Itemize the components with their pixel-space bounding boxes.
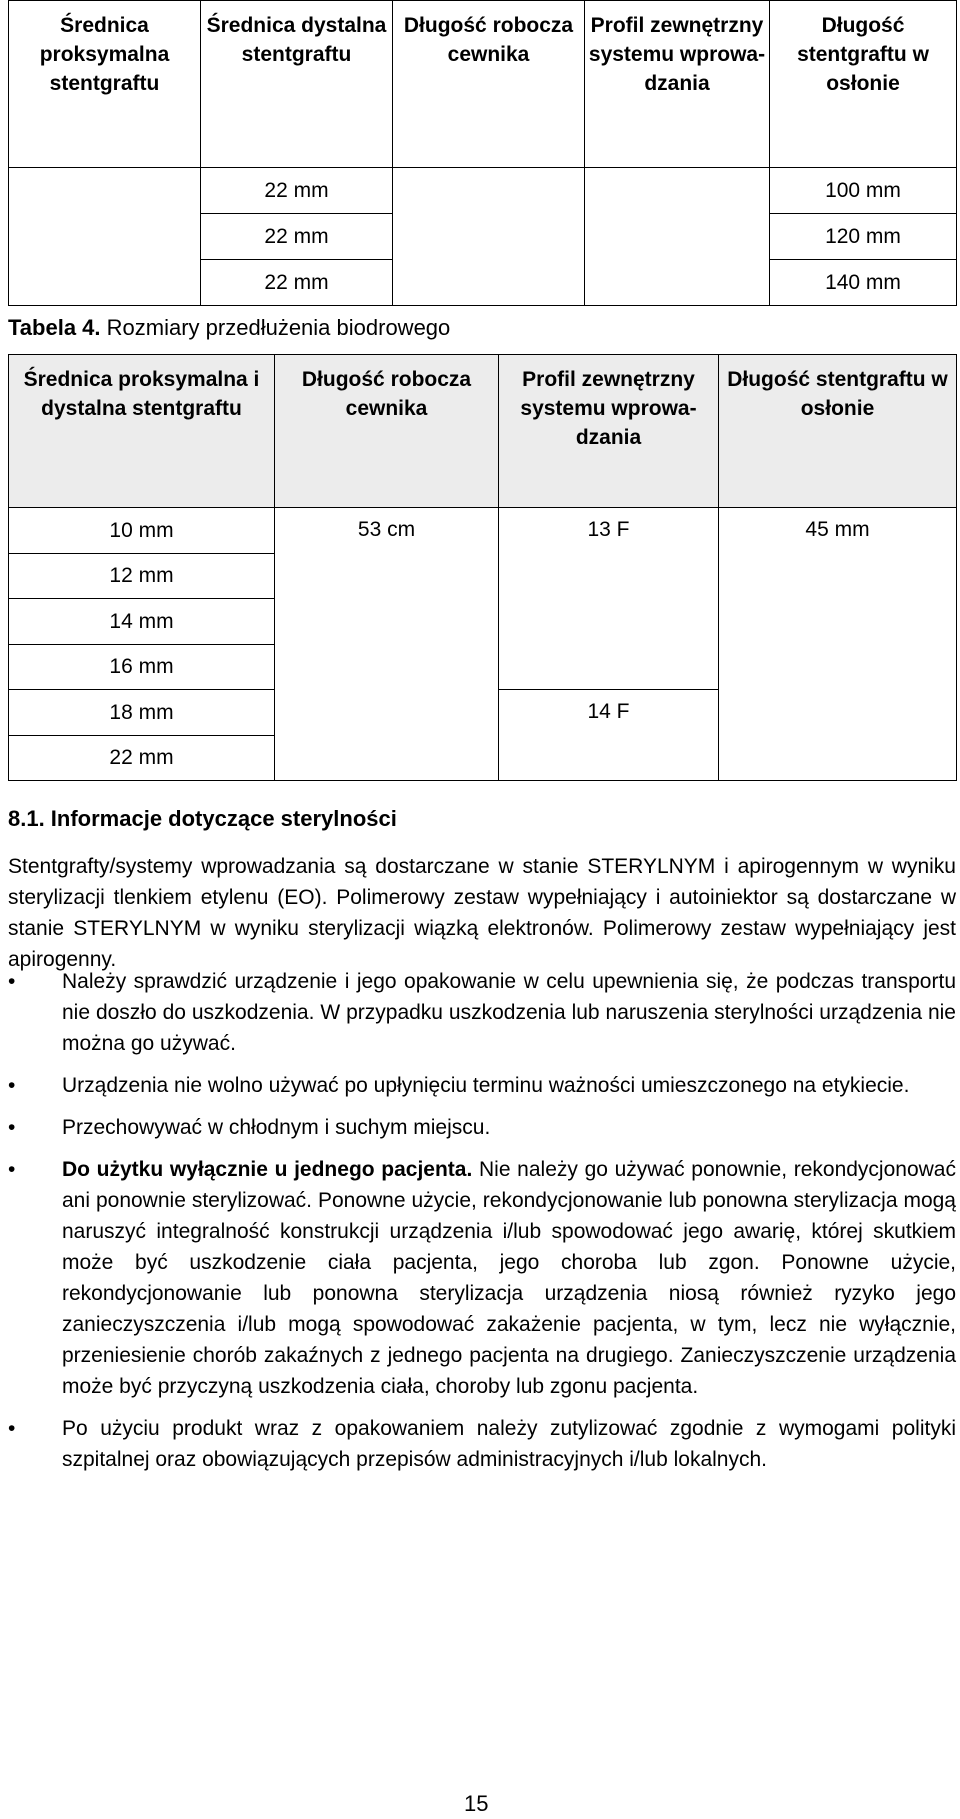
list-item <box>8 1070 956 1101</box>
caption-label: Tabela 4. <box>8 315 101 340</box>
table-cell-length: 100 mm <box>770 168 957 214</box>
table-cell-sheath-length: 45 mm <box>719 508 957 781</box>
table-cell-length: 120 mm <box>770 214 957 260</box>
header-proximal-diameter: Średnica proksymalna stentgraftu <box>9 1 201 168</box>
table-cell-empty <box>585 168 770 306</box>
page-number: 15 <box>464 1791 489 1816</box>
list-item-text: Przechowywać w chłodnym i suchym miejscu. <box>62 1116 491 1139</box>
list-item-text: Urządzenia nie wolno używać po upłynięciu terminu ważności umieszczonego na etykiecie. <box>62 1074 910 1097</box>
table-cell-empty <box>9 168 201 306</box>
list-item <box>8 1112 956 1143</box>
header-outer-profile: Profil zewnętrzny systemu wprowa-dzania <box>585 1 770 168</box>
table-cell-diameter: 10 mm <box>9 508 275 554</box>
table-row <box>9 168 957 214</box>
single-use-details: Nie należy go używać ponownie, rekondycjonować ani ponownie sterylizować. Ponowne użycie, rekondycjonowanie lub ponowna sterylizacja mogą naruszyć integralność konstrukcji urządzenia i/lub spowodować jego awarię, której skutkiem może być uszkodzenie ciała pacjenta, jego choroba lub zgon. Ponowne użycie, rekondycjonowanie lub ponowna sterylizacja urządzenia niosą również ryzyko jego zanieczyszczenia i/lub mogą spowodować zakażenie pacjenta, w tym, lecz nie wyłącznie, przeniesienie chorób zakaźnych z jednego pacjenta na drugiego. Zanieczyszczenie urządzenia może być przyczyną uszkodzenia ciała, choroby lub zgonu pacjenta. <box>62 1158 956 1398</box>
list-item <box>8 966 956 1059</box>
table-cell-catheter-length: 53 cm <box>275 508 499 781</box>
table-caption <box>8 315 450 341</box>
section-heading: 8.1. Informacje dotyczące sterylności <box>8 806 397 831</box>
header-outer-profile: Profil zewnętrzny systemu wprowa-dzania <box>499 355 719 508</box>
header-sheath-length: Długość stentgraftu w osłonie <box>770 1 957 168</box>
caption-text: Rozmiary przedłużenia biodrowego <box>106 315 451 340</box>
list-item-text: Należy sprawdzić urządzenie i jego opakowanie w celu upewnienia się, że podczas transportu nie doszło do uszkodzenia. W przypadku uszkodzenia lub naruszenia sterylności urządzenia nie można go używać. <box>62 970 956 1055</box>
table-iliac-extension-sizes <box>8 354 957 781</box>
table-cell-distal: 22 mm <box>201 260 393 306</box>
table-cell-diameter: 12 mm <box>9 553 275 599</box>
table-cell-diameter: 18 mm <box>9 690 275 736</box>
bullet-list <box>8 966 956 1486</box>
table-previous-sizes <box>8 0 957 306</box>
table-cell-diameter: 14 mm <box>9 599 275 645</box>
header-sheath-length: Długość stentgraftu w osłonie <box>719 355 957 508</box>
list-item <box>8 1154 956 1402</box>
bullet-icon: • <box>8 1417 16 1440</box>
table-header-row <box>9 355 957 508</box>
bullet-icon: • <box>8 1158 16 1181</box>
bullet-icon: • <box>8 1116 16 1139</box>
list-item-text <box>62 1158 956 1398</box>
bullet-icon: • <box>8 970 16 993</box>
header-distal-diameter: Średnica dystalna stentgraftu <box>201 1 393 168</box>
table-cell-diameter: 16 mm <box>9 644 275 690</box>
intro-paragraph: Stentgrafty/systemy wprowadzania są dostarczane w stanie STERYLNYM i apirogennym w wyniku sterylizacji tlenkiem etylenu (EO). Polimerowy zestaw wypełniający i autoiniektor są dostarczane w stanie STERYLNYM w wyniku sterylizacji wiązką elektronów. Polimerowy zestaw wypełniający jest apirogenny. <box>8 855 956 971</box>
header-diameter: Średnica proksymalna i dystalna stentgraftu <box>9 355 275 508</box>
table-cell-profile-14f: 14 F <box>499 690 719 781</box>
header-catheter-length: Długość robocza cewnika <box>393 1 585 168</box>
table-cell-distal: 22 mm <box>201 214 393 260</box>
table-cell-length: 140 mm <box>770 260 957 306</box>
table-cell-diameter: 22 mm <box>9 735 275 781</box>
table-cell-profile-13f: 13 F <box>499 508 719 690</box>
table-cell-empty <box>393 168 585 306</box>
table-cell-distal: 22 mm <box>201 168 393 214</box>
header-catheter-length: Długość robocza cewnika <box>275 355 499 508</box>
table-row <box>9 508 957 554</box>
list-item-text: Po użyciu produkt wraz z opakowaniem należy zutylizować zgodnie z wymogami polityki szpitalnej oraz obowiązujących przepisów administracyjnych i/lub lokalnych. <box>62 1417 956 1471</box>
table-header-row <box>9 1 957 168</box>
bullet-icon: • <box>8 1074 16 1097</box>
list-item <box>8 1413 956 1475</box>
single-use-warning: Do użytku wyłącznie u jednego pacjenta. <box>62 1158 473 1181</box>
